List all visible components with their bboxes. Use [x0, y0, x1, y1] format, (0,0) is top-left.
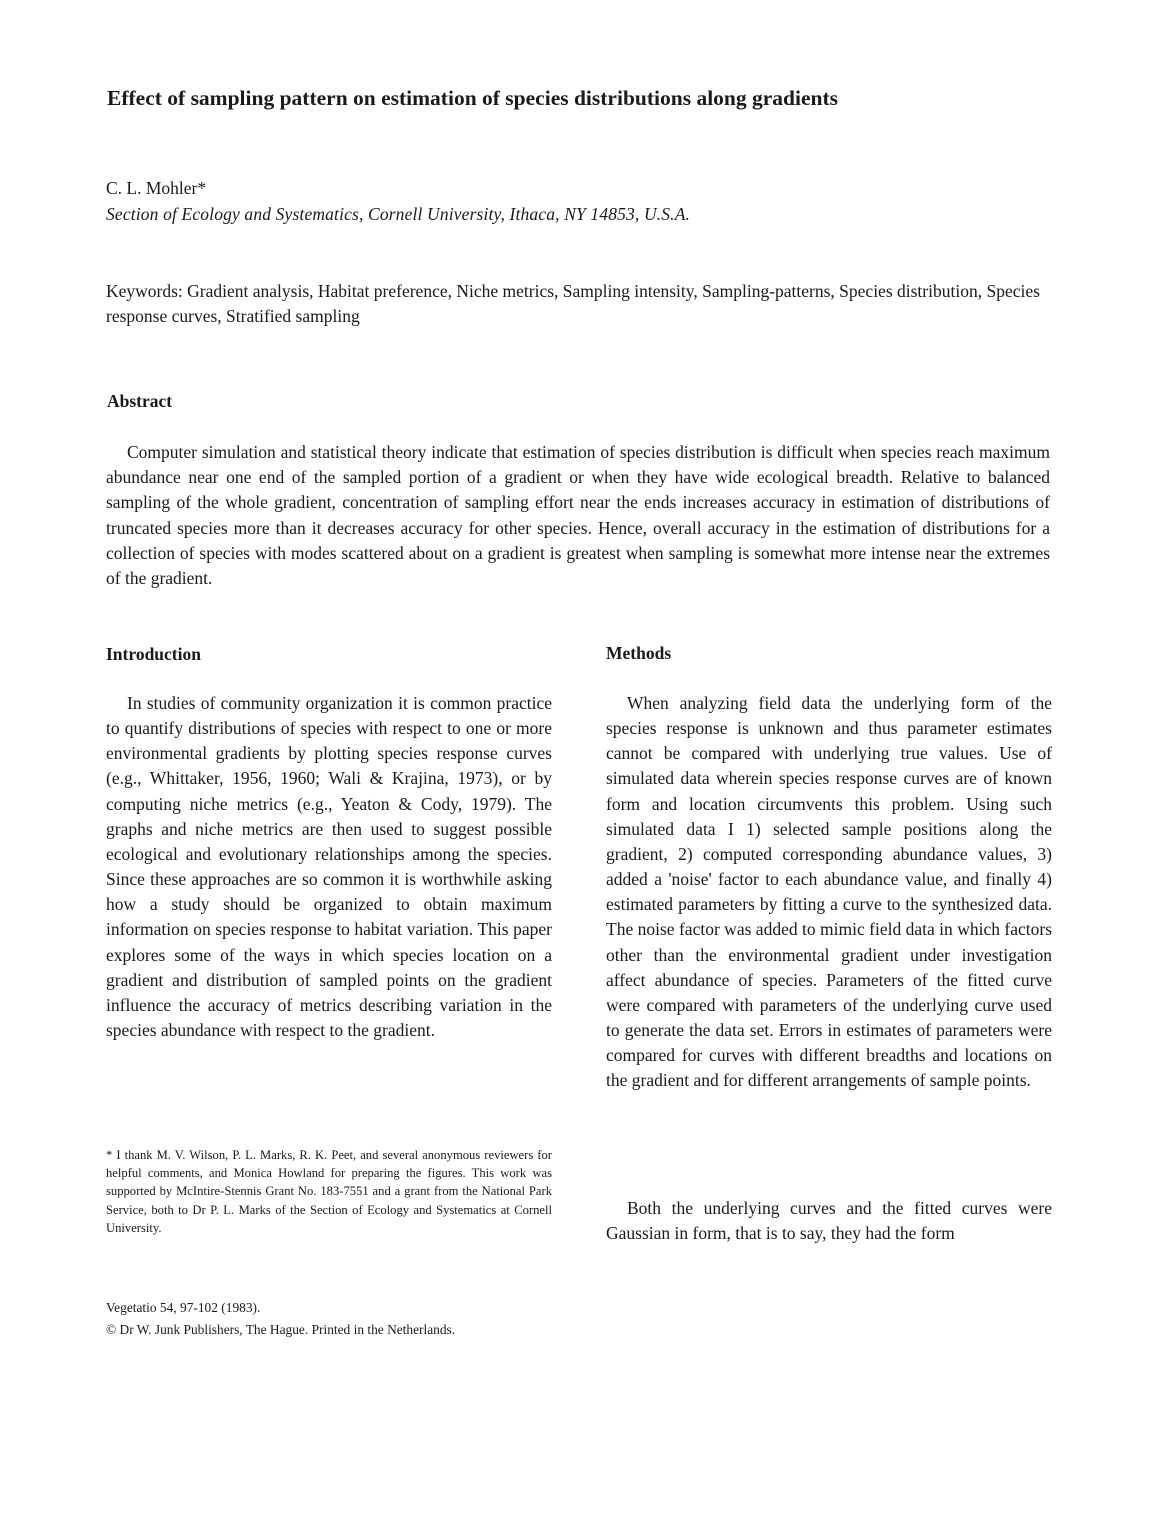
introduction-body: In studies of community organization it is common practice to quantify distributions of species with respect to one or more environmental gradients by plotting species response curves (e.g., Whittaker, 1956, 1960; Wali & Krajina, 1973), or by computing niche metrics (e.g., Yeaton & Cody, 1979). The graphs and niche metrics are then used to suggest possible ecological and evolutionary relationships among the species. Since these approaches are so common it is worthwhile asking how a study should be organized to obtain maximum information on species response to habitat variation. This paper explores some of the ways in which species location on a gradient and distribution of sampled points on the gradient influence the accuracy of metrics describing variation in the species abundance with respect to the gradient. — [106, 693, 552, 1041]
journal-citation: Vegetatio 54, 97-102 (1983). — [106, 1300, 261, 1315]
author-affiliation: Section of Ecology and Systematics, Cornell University, Ithaca, NY 14853, U.S.A. — [106, 204, 691, 224]
methods-paragraph-1: When analyzing field data the underlying form of the species response is unknown and thus parameter estimates cannot be compared with underlying true values. Use of simulated data wherein species response curves are of known form and location circumvents this problem. Using such simulated data I 1) selected sample positions along the gradient, 2) computed corresponding abundance values, 3) added a 'noise' factor to each abundance value, and finally 4) estimated parameters by fitting a curve to the synthesized data. The noise factor was added to mimic field data in which factors other than the environmental gradient under investigation affect abundance of species. Parameters of the fitted curve were compared with parameters of the underlying curve used to generate the data set. Errors in estimates of parameters were compared for curves with different breadths and locations on the gradient and for different arrangements of sample points. — [606, 693, 1052, 1091]
methods-paragraph-2: Both the underlying curves and the fitted curves were Gaussian in form, that is to say, they had the form — [606, 1198, 1052, 1244]
keywords: Keywords: Gradient analysis, Habitat preference, Niche metrics, Sampling intensity, Sampling-patterns, Species distribution, Species response curves, Stratified sampling — [106, 281, 1040, 326]
introduction-heading: Introduction — [106, 644, 201, 664]
abstract-heading: Abstract — [107, 391, 173, 411]
acknowledgement-footnote: * I thank M. V. Wilson, P. L. Marks, R. K. Peet, and several anonymous reviewers for helpful comments, and Monica Howland for preparing the figures. This work was supported by McIntire-Stennis Grant No. 183-7551 and a grant from the National Park Service, both to Dr P. L. Marks of the Section of Ecology and Systematics at Cornell University. — [106, 1148, 552, 1235]
author-name: C. L. Mohler* — [106, 178, 207, 198]
paper-title: Effect of sampling pattern on estimation of species distributions along gradients — [107, 86, 838, 110]
methods-heading: Methods — [606, 643, 672, 663]
abstract-body: Computer simulation and statistical theory indicate that estimation of species distribution is difficult when species reach maximum abundance near one end of the sampled portion of a gradient or when they have wide ecological breadth. Relative to balanced sampling of the whole gradient, concentration of sampling effort near the ends increases accuracy in estimation of distributions of truncated species more than it decreases accuracy for other species. Hence, overall accuracy in the estimation of distributions for a collection of species with modes scattered about on a gradient is greatest when sampling is somewhat more intense near the extremes of the gradient. — [106, 442, 1050, 589]
copyright-notice: © Dr W. Junk Publishers, The Hague. Printed in the Netherlands. — [106, 1322, 456, 1337]
